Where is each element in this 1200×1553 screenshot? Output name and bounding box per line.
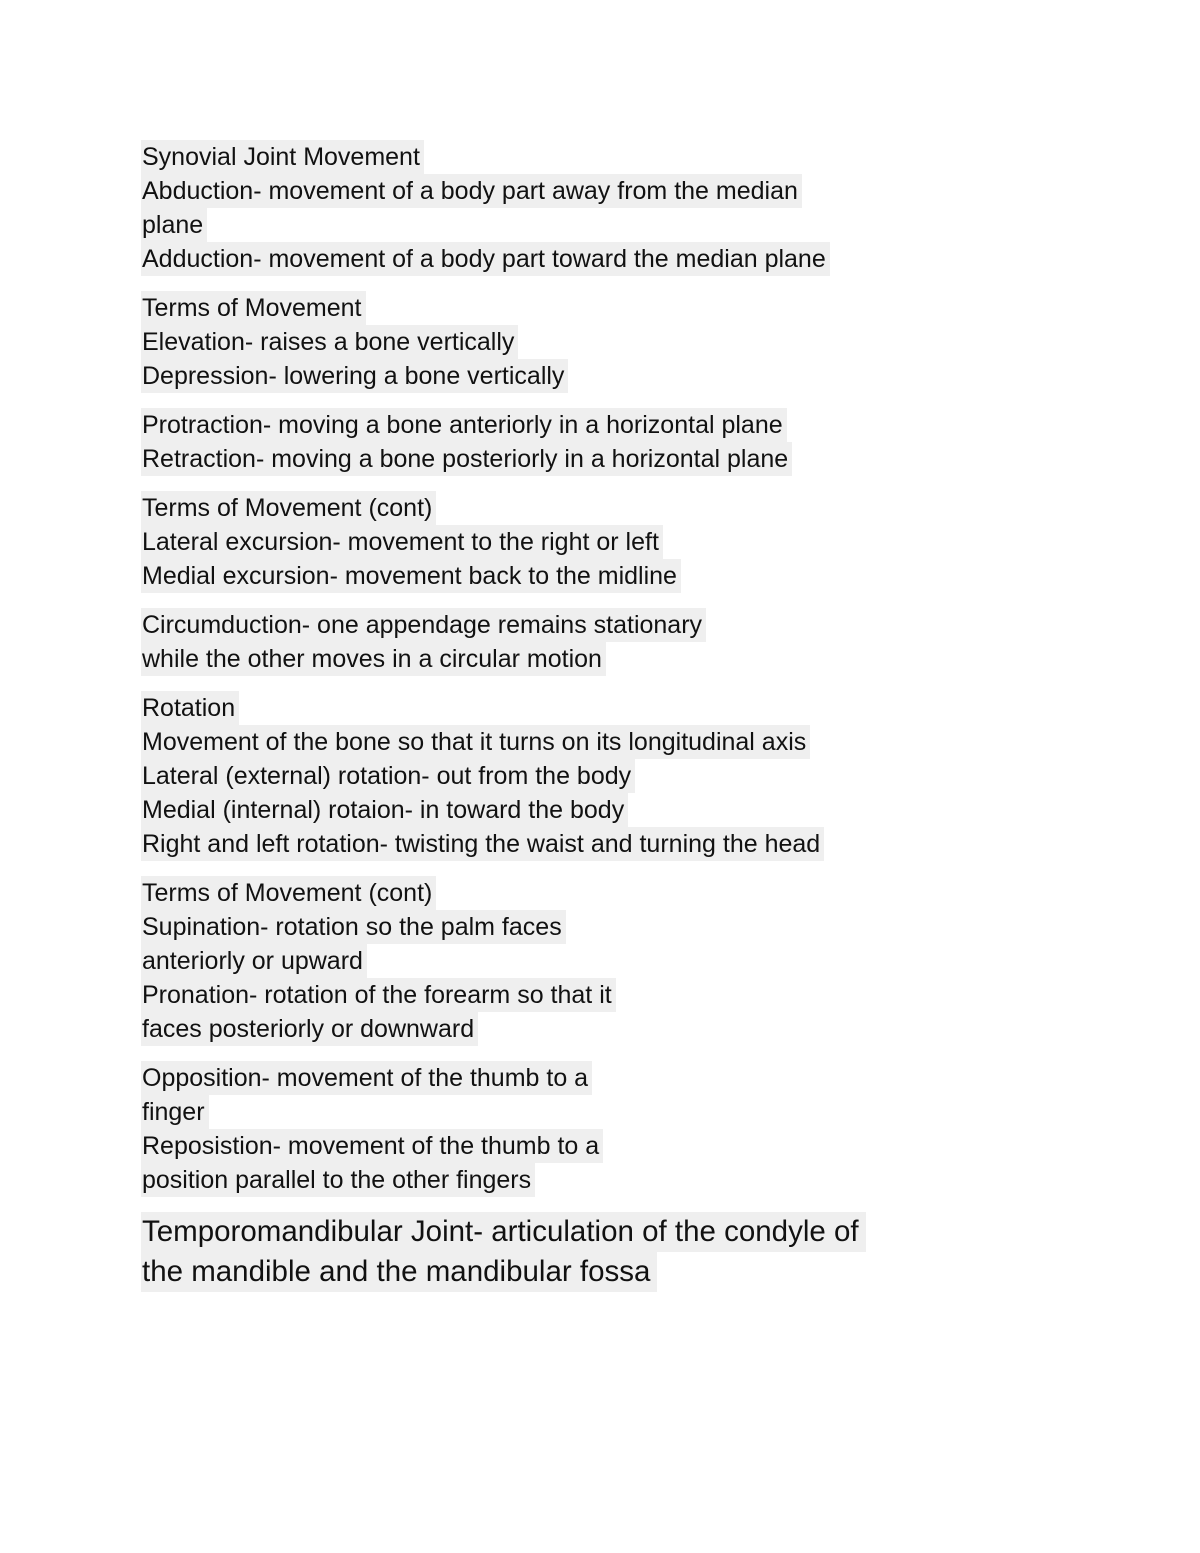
text-line: while the other moves in a circular motion: [141, 642, 606, 676]
text-line: Opposition- movement of the thumb to a: [141, 1061, 592, 1095]
text-line: Movement of the bone so that it turns on its longitudinal axis: [141, 725, 810, 759]
text-line: Depression- lowering a bone vertically: [141, 359, 568, 393]
text-line: anteriorly or upward: [141, 944, 367, 978]
section-terms-of-movement-cont-2: [141, 876, 961, 1046]
text-line: Adduction- movement of a body part toward the median plane: [141, 242, 830, 276]
section-heading: Terms of Movement: [141, 291, 366, 325]
text-line: Right and left rotation- twisting the waist and turning the head: [141, 827, 824, 861]
text-line: position parallel to the other fingers: [141, 1163, 535, 1197]
section-opposition-reposition: [141, 1061, 961, 1197]
text-line: Pronation- rotation of the forearm so that it: [141, 978, 616, 1012]
section-terms-of-movement-cont: [141, 491, 961, 593]
text-line: Protraction- moving a bone anteriorly in a horizontal plane: [141, 408, 787, 442]
section-protraction-retraction: [141, 408, 961, 476]
text-line: Reposistion- movement of the thumb to a: [141, 1129, 603, 1163]
text-line: Supination- rotation so the palm faces: [141, 910, 566, 944]
text-line: Medial (internal) rotaion- in toward the body: [141, 793, 628, 827]
text-line-large: Temporomandibular Joint- articulation of the condyle of: [141, 1212, 866, 1252]
section-temporomandibular-joint: [141, 1212, 961, 1292]
section-heading: Terms of Movement (cont): [141, 876, 436, 910]
section-heading: Terms of Movement (cont): [141, 491, 436, 525]
text-line: plane: [141, 208, 207, 242]
text-line: Circumduction- one appendage remains stationary: [141, 608, 706, 642]
text-line: Retraction- moving a bone posteriorly in a horizontal plane: [141, 442, 792, 476]
section-synovial-joint-movement: [141, 140, 961, 276]
document-page: [141, 140, 961, 1307]
text-line: Abduction- movement of a body part away from the median: [141, 174, 802, 208]
text-line: finger: [141, 1095, 209, 1129]
text-line: Lateral (external) rotation- out from the body: [141, 759, 635, 793]
section-heading: Rotation: [141, 691, 239, 725]
text-line: Medial excursion- movement back to the midline: [141, 559, 681, 593]
section-terms-of-movement: [141, 291, 961, 393]
text-line: Elevation- raises a bone vertically: [141, 325, 518, 359]
section-heading: Synovial Joint Movement: [141, 140, 424, 174]
text-line-large: the mandible and the mandibular fossa: [141, 1252, 657, 1292]
section-circumduction: [141, 608, 961, 676]
text-line: Lateral excursion- movement to the right or left: [141, 525, 663, 559]
section-rotation: [141, 691, 961, 861]
text-line: faces posteriorly or downward: [141, 1012, 478, 1046]
